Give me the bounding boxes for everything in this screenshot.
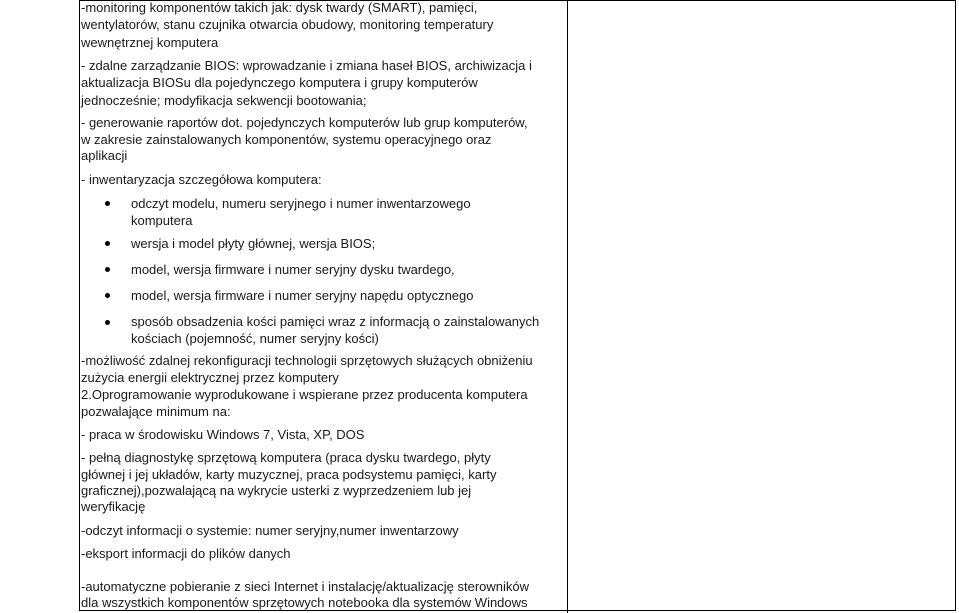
text-line: pozwalające minimum na: bbox=[81, 404, 231, 419]
text-line: weryfikację bbox=[81, 499, 146, 514]
text-line: -automatyczne pobieranie z sieci Internet i instalację/aktualizację sterowników bbox=[81, 579, 529, 594]
bullet-text: kościach (pojemność, numer seryjny kości) bbox=[131, 331, 379, 346]
text-line: -możliwość zdalnej rekonfiguracji technologii sprzętowych służących obniżeniu bbox=[81, 353, 533, 368]
text-line: wewnętrznej komputera bbox=[81, 35, 219, 50]
text-line: dla wszystkich komponentów sprzętowych notebooka dla systemów Windows bbox=[81, 595, 528, 610]
bullet-text: komputera bbox=[131, 213, 193, 228]
bullet-text: model, wersja firmware i numer seryjny napędu optycznego bbox=[131, 288, 474, 303]
text-line: -monitoring komponentów takich jak: dysk twardy (SMART), pamięci, bbox=[81, 0, 478, 15]
bullet-dot bbox=[105, 293, 110, 298]
text-line: 2.Oprogramowanie wyprodukowane i wspierane przez producenta komputera bbox=[81, 387, 528, 402]
text-line: - generowanie raportów dot. pojedynczych komputerów lub grup komputerów, bbox=[81, 115, 528, 130]
text-line: - pełną diagnostykę sprzętową komputera (praca dysku twardego, płyty bbox=[81, 450, 491, 465]
bullet-text: model, wersja firmware i numer seryjny dysku twardego, bbox=[131, 262, 455, 277]
text-line: głównej i jej układów, karty muzycznej, praca podsystemu pamięci, karty bbox=[81, 467, 497, 482]
text-line: aplikacji bbox=[81, 148, 128, 163]
text-line: graficznej),pozwalającą na wykrycie usterki z wyprzedzeniem lub jej bbox=[81, 483, 472, 498]
text-line: zużycia energii elektrycznej przez komputery bbox=[81, 370, 339, 385]
bullet-dot bbox=[105, 241, 110, 246]
text-line: aktualizacja BIOSu dla pojedynczego komputera i grupy komputerów bbox=[81, 75, 478, 90]
bullet-dot bbox=[105, 320, 110, 325]
bullet-text: odczyt modelu, numeru seryjnego i numer inwentarzowego bbox=[131, 196, 471, 211]
bullet-dot bbox=[105, 201, 110, 206]
text-line: - zdalne zarządzanie BIOS: wprowadzanie i zmiana haseł BIOS, archiwizacja i bbox=[81, 58, 532, 73]
text-line: w zakresie zainstalowanych komponentów, systemu operacyjnego oraz bbox=[81, 132, 492, 147]
text-line: -eksport informacji do plików danych bbox=[81, 546, 291, 561]
text-line: jednocześnie; modyfikacja sekwencji bootowania; bbox=[81, 93, 367, 108]
text-line: wentylatorów, stanu czujnika otwarcia obudowy, monitoring temperatury bbox=[81, 17, 494, 32]
text-line: -odczyt informacji o systemie: numer seryjny,numer inwentarzowy bbox=[81, 523, 459, 538]
text-line: - inwentaryzacja szczegółowa komputera: bbox=[81, 172, 322, 187]
bullet-text: sposób obsadzenia kości pamięci wraz z informacją o zainstalowanych bbox=[131, 314, 540, 329]
text-line: - praca w środowisku Windows 7, Vista, XP, DOS bbox=[81, 427, 365, 442]
bullet-text: wersja i model płyty głównej, wersja BIOS; bbox=[131, 236, 376, 251]
bullet-dot bbox=[105, 267, 110, 272]
column-divider bbox=[567, 0, 568, 613]
